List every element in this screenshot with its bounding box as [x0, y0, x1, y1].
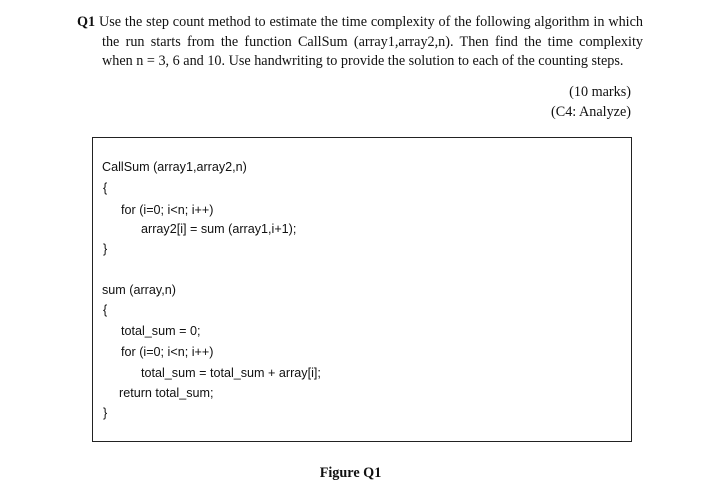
- marks-block: [551, 83, 631, 122]
- code-line-3: for (i=0; i<n; i++): [121, 203, 214, 217]
- code-figure-box: [92, 137, 632, 442]
- question-line-1-text: Use the step count method to estimate the time complexity of the following algorithm in which: [99, 14, 643, 30]
- question-number: Q1: [77, 14, 96, 30]
- cognitive-level-label: (C4: Analyze): [551, 103, 631, 120]
- code-line-2: {: [103, 181, 108, 195]
- code-line-9: for (i=0; i<n; i++): [121, 345, 214, 359]
- question-line-2: the run starts from the function CallSum (array1,array2,n). Then find the time complexity: [102, 33, 643, 50]
- figure-caption: Figure Q1: [319, 465, 382, 481]
- question-line-3: when n = 3, 6 and 10. Use handwriting to provide the solution to each of the counting steps.: [102, 53, 624, 69]
- code-line-12: }: [103, 406, 108, 420]
- code-line-10: total_sum = total_sum + array[i];: [141, 366, 321, 380]
- code-line-5: }: [103, 242, 108, 256]
- code-line-6: sum (array,n): [102, 283, 176, 297]
- question-line-1: [77, 13, 643, 33]
- code-line-8: total_sum = 0;: [121, 324, 201, 338]
- question-text: [77, 13, 643, 72]
- code-line-1: CallSum (array1,array2,n): [102, 160, 247, 174]
- code-line-4: array2[i] = sum (array1,i+1);: [141, 222, 297, 236]
- code-line-7: {: [103, 303, 108, 317]
- marks-label: (10 marks): [569, 84, 631, 100]
- code-line-11: return total_sum;: [119, 386, 214, 400]
